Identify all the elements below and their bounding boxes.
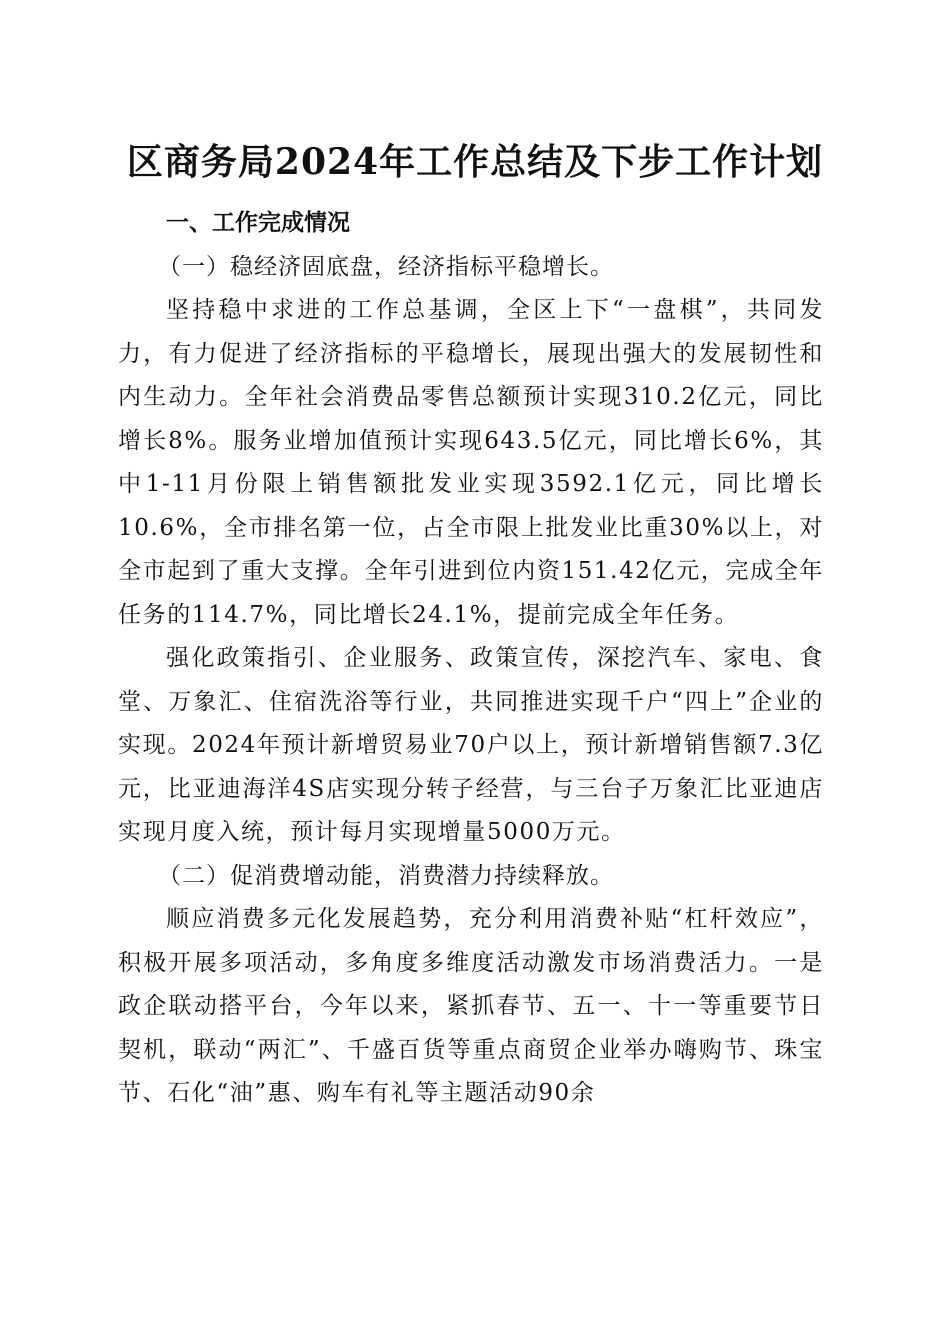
document-title: 区商务局2024年工作总结及下步工作计划 <box>126 141 824 183</box>
subsection-heading-stabilize-economy: （一）稳经济固底盘，经济指标平稳增长。 <box>158 253 614 280</box>
paragraph-economic-indicators: 坚持稳中求进的工作总基调，全区上下“一盘棋”，共同发力，有力促进了经济指标的平稳增长，展现出强大的发展韧性和内生动力。全年社会消费品零售总额预计实现310.2亿元，同比增长8%。服务业增加值预计实现643.5亿元，同比增长6%，其中1-11月份限上销售额批发业实现3592.1亿元，同比增长10.6%，全市排名第一位，占全市限上批发业比重30%以上，对全市起到了重大支撑。全年引进到位内资151.42亿元，完成全年任务的114.7%，同比增长24.1%，提前完成全年任务。 <box>118 297 824 628</box>
paragraph-consumption-activities: 顺应消费多元化发展趋势，充分利用消费补贴“杠杆效应”，积极开展多项活动，多角度多维度活动激发市场消费活力。一是政企联动搭平台，今年以来，紧抓春节、五一、十一等重要节日契机，联动“两汇”、千盛百货等重点商贸企业举办嗨购节、珠宝节、石化“油”惠、购车有礼等主题活动90余 <box>118 906 824 1106</box>
section-heading-work-completion: 一、工作完成情况 <box>166 210 350 236</box>
paragraph-policy-guidance: 强化政策指引、企业服务、政策宣传，深挖汽车、家电、食堂、万象汇、住宿洗浴等行业，共同推进实现千户“四上”企业的实现。2024年预计新增贸易业70户以上，预计新增销售额7.3亿元，比亚迪海洋4S店实现分转子经营，与三台子万象汇比亚迪店实现月度入统，预计每月实现增量5000万元。 <box>118 645 824 845</box>
document-body <box>118 202 824 1116</box>
subsection-heading-promote-consumption: （二）促消费增动能，消费潜力持续释放。 <box>158 862 614 889</box>
